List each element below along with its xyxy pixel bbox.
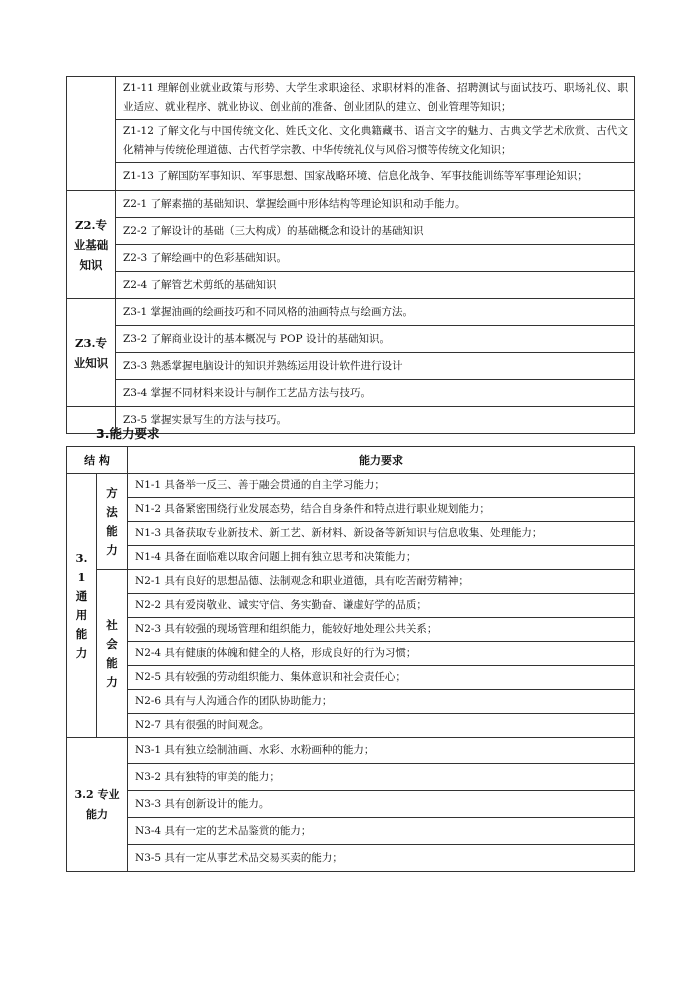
header-requirement: 能力要求 [128, 447, 635, 474]
knowledge-item-z3-2: Z3-2 了解商业设计的基本概况与 POP 设计的基础知识。 [116, 326, 635, 353]
knowledge-item-z3-1: Z3-1 掌握油画的绘画技巧和不同风格的油画特点与绘画方法。 [116, 299, 635, 326]
ability-item-n1-4: N1-4 具备在面临难以取舍问题上拥有独立思考和决策能力； [128, 546, 635, 570]
ability-item-n1-2: N1-2 具备紧密围绕行业发展态势，结合自身条件和特点进行职业规划能力； [128, 498, 635, 522]
ability-item-n3-5: N3-5 具有一定从事艺术品交易买卖的能力； [128, 845, 635, 872]
ability-item-n3-2: N3-2 具有独特的审美的能力； [128, 764, 635, 791]
social-ability-label [97, 570, 128, 738]
ability-item-n2-4: N2-4 具有健康的体魄和健全的人格，形成良好的行为习惯； [128, 642, 635, 666]
ability-item-n2-7: N2-7 具有很强的时间观念。 [128, 714, 635, 738]
knowledge-item-z3-3: Z3-3 熟悉掌握电脑设计的知识并熟练运用设计软件进行设计 [116, 353, 635, 380]
ability-item-n2-5: N2-5 具有较强的劳动组织能力、集体意识和社会责任心； [128, 666, 635, 690]
ability-item-n3-4: N3-4 具有一定的艺术品鉴赏的能力； [128, 818, 635, 845]
ability-item-n2-6: N2-6 具有与人沟通合作的团队协助能力； [128, 690, 635, 714]
ability-table [66, 446, 635, 872]
knowledge-item-z2-1: Z2-1 了解素描的基础知识、掌握绘画中形体结构等理论知识和动手能力。 [116, 191, 635, 218]
ability-item-n3-1: N3-1 具有独立绘制油画、水彩、水粉画种的能力； [128, 738, 635, 764]
knowledge-item-z2-4: Z2-4 了解管艺术剪纸的基础知识 [116, 272, 635, 299]
ability-item-n2-1: N2-1 具有良好的思想品德、法制观念和职业道德，具有吃苦耐劳精神； [128, 570, 635, 594]
header-structure: 结 构 [67, 447, 128, 474]
knowledge-item-z2-3: Z2-3 了解绘画中的色彩基础知识。 [116, 245, 635, 272]
knowledge-item-z3-5: Z3-5 掌握实景写生的方法与技巧。 [116, 407, 635, 434]
ability-item-n3-3: N3-3 具有创新设计的能力。 [128, 791, 635, 818]
ability-item-n2-3: N2-3 具有较强的现场管理和组织能力，能较好地处理公共关系； [128, 618, 635, 642]
professional-ability-label: 3.2 专业能力 [67, 738, 128, 872]
general-ability-label-text: 3.1通用能力 [75, 550, 88, 660]
ability-item-n2-2: N2-2 具有爱岗敬业、诚实守信、务实勤奋、谦虚好学的品质； [128, 594, 635, 618]
social-ability-label-text: 社会能力 [106, 617, 118, 689]
knowledge-table [66, 76, 635, 434]
knowledge-item-z1-13: Z1-13 了解国防军事知识、军事思想、国家战略环境、信息化战争、军事技能训练等军事理论知识； [116, 163, 635, 191]
z1-label-cell [67, 77, 116, 191]
section-heading: 3.能力要求 [96, 426, 160, 441]
method-ability-label [97, 474, 128, 570]
knowledge-item-z2-2: Z2-2 了解设计的基础（三大构成）的基础概念和设计的基础知识 [116, 218, 635, 245]
z2-label: Z2.专业基础知识 [67, 191, 116, 299]
knowledge-item-z1-11: Z1-11 理解创业就业政策与形势、大学生求职途径、求职材料的准备、招聘测试与面试技巧、职场礼仪、职业适应、就业程序、就业协议、创业前的准备、创业团队的建立、创业管理等知识； [116, 77, 635, 120]
z3-label: Z3.专业知识 [67, 299, 116, 407]
ability-item-n1-1: N1-1 具备举一反三、善于融会贯通的自主学习能力； [128, 474, 635, 498]
knowledge-item-z3-4: Z3-4 掌握不同材料来设计与制作工艺品方法与技巧。 [116, 380, 635, 407]
knowledge-item-z1-12: Z1-12 了解文化与中国传统文化、姓氏文化、文化典籍藏书、语言文字的魅力、古典文学艺术欣赏、古代文化精神与传统伦理道德、古代哲学宗教、中华传统礼仪与风俗习惯等传统文化知识； [116, 120, 635, 163]
method-ability-label-text: 方法能力 [106, 485, 118, 557]
ability-item-n1-3: N1-3 具备获取专业新技术、新工艺、新材料、新设备等新知识与信息收集、处理能力； [128, 522, 635, 546]
general-ability-label [67, 474, 97, 738]
